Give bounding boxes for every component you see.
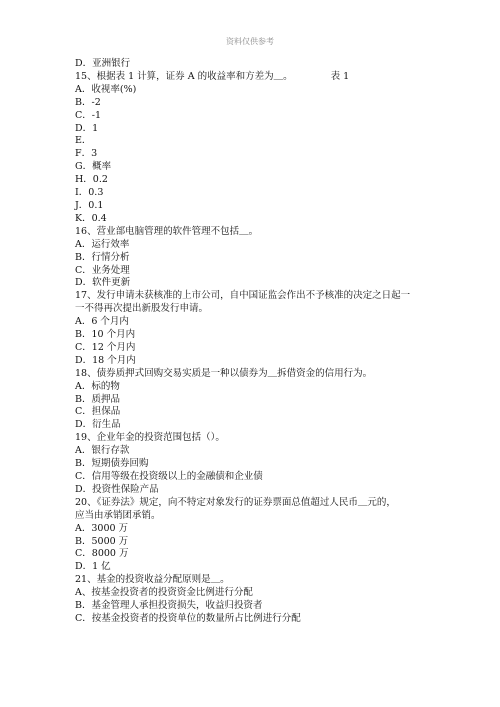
option-b-q19: B．短期债券回购	[75, 458, 149, 470]
option-c-q21: C．按基金投资者的投资单位的数量所占比例进行分配	[75, 612, 301, 624]
question-20-line-2: 应当由承销团承销。	[75, 509, 161, 521]
option-c-q20: C．8000 万	[75, 548, 129, 560]
option-c-q18: C．担保品	[75, 406, 121, 418]
question-15-text: 15、根据表 1 计算，证券 A 的收益率和方差为＿。	[75, 70, 293, 82]
option-d-q15: D．1	[75, 122, 99, 134]
question-18: 18、债券质押式回购交易实质是一种以债券为＿拆借资金的信用行为。	[75, 367, 373, 379]
option-g-q15: G．概率	[75, 161, 112, 173]
option-a-q18: A．标的物	[75, 380, 120, 392]
option-d-q19: D．投资性保险产品	[75, 483, 159, 495]
option-d-q14: D．亚洲银行	[75, 58, 131, 69]
option-c-q15: C．-1	[75, 109, 102, 121]
option-c-q19: C．信用等级在投资级以上的金融债和企业债	[75, 471, 263, 482]
option-k-q15: K．0.4	[75, 212, 107, 224]
option-j-q15: J．0.1	[75, 199, 104, 211]
option-a-q20: A．3000 万	[75, 522, 129, 534]
option-h-q15: H．0.2	[75, 174, 108, 186]
option-a-q19: A．银行存款	[75, 445, 130, 457]
table-ref: 表 1	[330, 70, 350, 82]
question-15	[75, 71, 430, 84]
question-16: 16、营业部电脑管理的软件管理不包括＿。	[75, 225, 259, 237]
option-b-q17: B．10 个月内	[75, 329, 136, 341]
option-b-q18: B．质押品	[75, 393, 120, 405]
question-17-line-1: 17、发行申请未获核准的上市公司，自中国证监会作出不予核准的决定之日起一	[75, 290, 411, 302]
option-d-q16: D．软件更新	[75, 277, 131, 289]
option-d-q18: D．衍生品	[75, 419, 121, 431]
option-d-q20: D．1 亿	[75, 561, 111, 573]
option-e-q15: E．	[75, 135, 92, 147]
option-b-q15: B．-2	[75, 96, 101, 108]
option-c-q17: C．12 个月内	[75, 341, 136, 353]
question-20-line-1: 20、《证券法》规定，向不特定对象发行的证券票面总值超过人民币＿元的，	[75, 496, 396, 508]
question-17-line-2: 一不得再次提出新股发行申请。	[75, 303, 209, 315]
option-b-q21: B．基金管理人承担投资损失，收益归投资者	[75, 600, 263, 612]
option-a-q17: A．6 个月内	[75, 316, 129, 328]
option-a-q16: A．运行效率	[75, 238, 130, 250]
question-19: 19、企业年金的投资范围包括（）。	[75, 432, 225, 444]
option-f-q15: F．3	[75, 148, 98, 160]
option-d-q17: D．18 个月内	[75, 354, 136, 366]
document-body	[75, 58, 430, 626]
option-a-q15: A．收视率(%)	[75, 83, 137, 95]
option-b-q16: B．行情分析	[75, 251, 130, 263]
page-header-note: 资料仅供参考	[226, 37, 274, 46]
option-b-q20: B．5000 万	[75, 535, 129, 547]
option-c-q16: C．业务处理	[75, 264, 130, 276]
question-21: 21、基金的投资收益分配原则是＿。	[75, 574, 230, 586]
option-i-q15: I．0.3	[75, 187, 104, 199]
option-a-q21: A、按基金投资者的投资资金比例进行分配	[75, 587, 253, 599]
